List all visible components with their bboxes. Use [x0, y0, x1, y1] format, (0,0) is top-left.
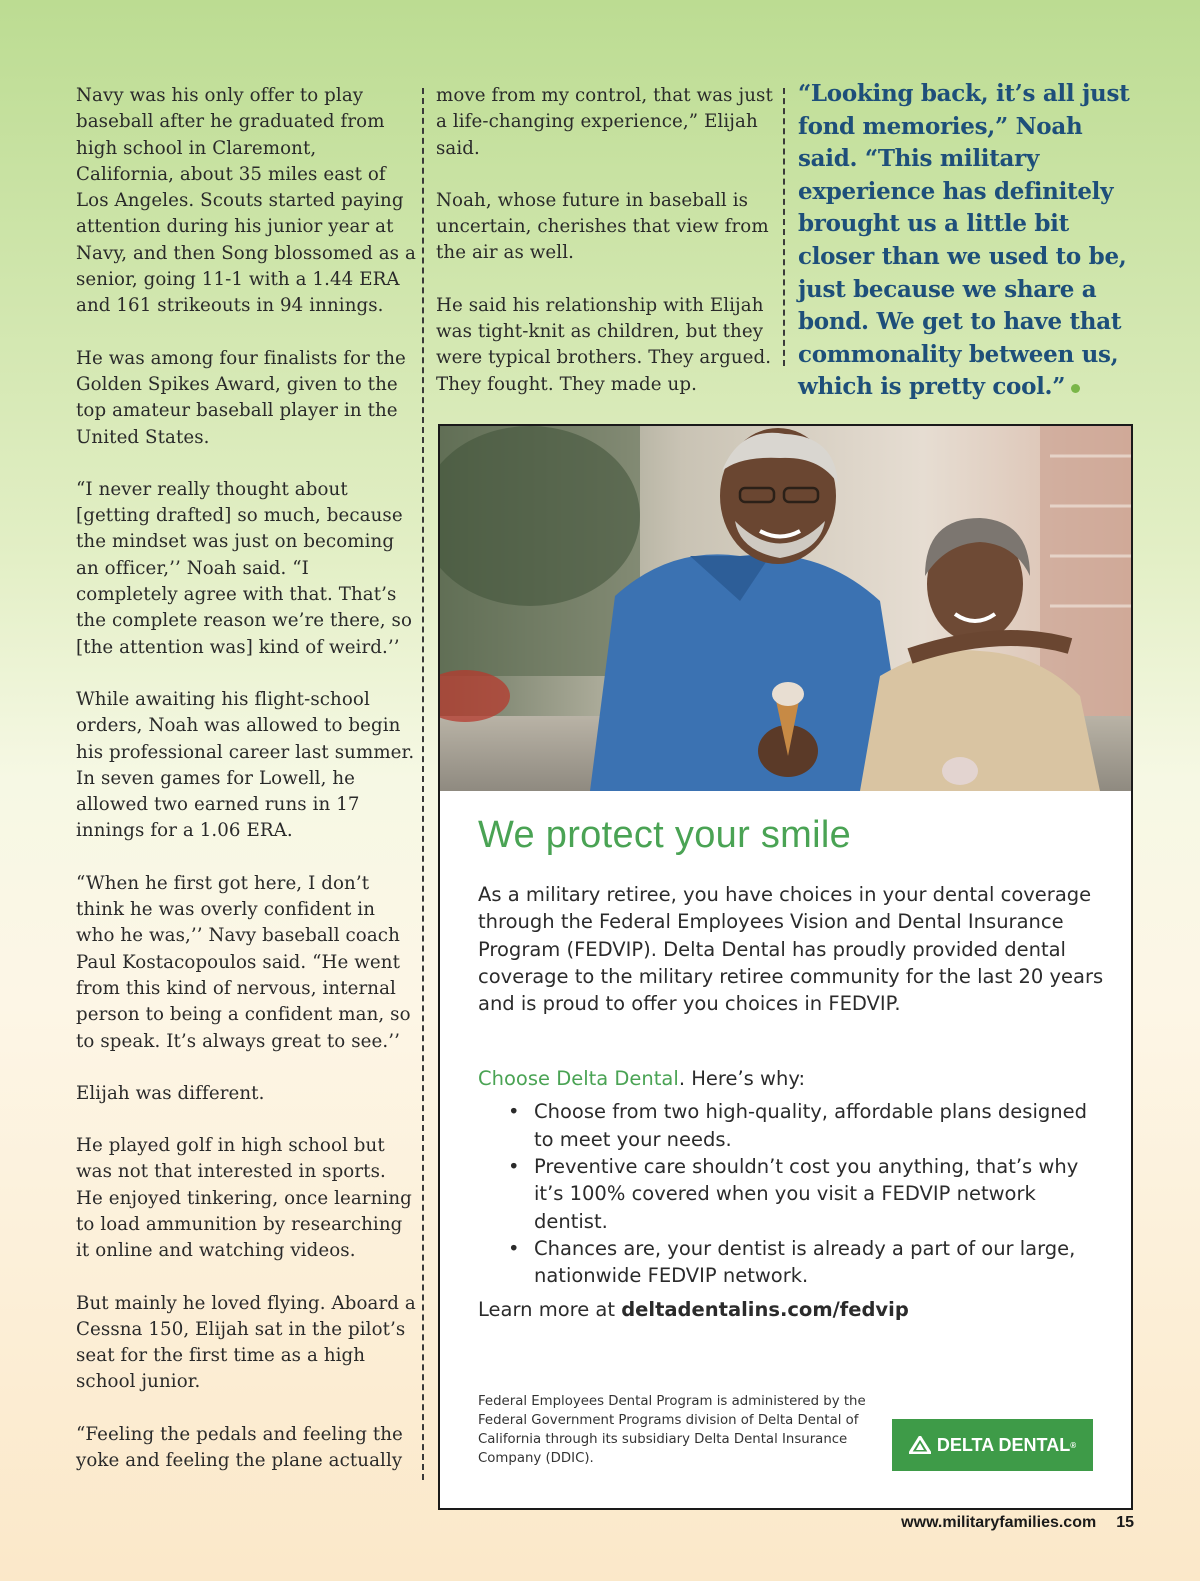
- article-paragraph: “Feeling the pedals and feeling the yoke and feeling the plane actually: [76, 1423, 403, 1472]
- end-mark-dot-icon: [1071, 384, 1080, 393]
- ad-photo-couple: [440, 426, 1131, 791]
- page-number: 15: [1116, 1514, 1134, 1531]
- article-paragraph: But mainly he loved flying. Aboard a Cessna 150, Elijah sat in the pilot’s seat for the first time as a high school junior.: [76, 1292, 416, 1393]
- article-paragraph: Navy was his only offer to play baseball after he graduated from high school in Claremont, California, about 35 miles east of Los Angeles. Scouts started paying attention during his junior year at Navy, and then Song blossomed as a senior, going 11-1 with a 1.44 ERA and 161 strikeouts in 94 innings.: [76, 85, 416, 317]
- article-left-column: [76, 83, 416, 1500]
- page-footer: [901, 1514, 1134, 1532]
- delta-triangle-icon: [909, 1436, 931, 1454]
- ad-body: [478, 806, 1108, 1321]
- ad-why-highlight: Choose Delta Dental: [478, 1067, 679, 1091]
- article-paragraph: “When he first got here, I don’t think he was overly confident in who he was,’’ Navy baseball coach Paul Kostacopoulos said. “He went from this kind of nervous, internal person to being a confident man, so to speak. It’s always great to see.’’: [76, 872, 411, 1052]
- article-paragraph: move from my control, that was just a life-changing experience,” Elijah said.: [436, 85, 773, 159]
- article-paragraph: Elijah was different.: [76, 1082, 265, 1104]
- delta-dental-logo: [892, 1419, 1093, 1471]
- ad-why-line: [478, 1067, 1108, 1090]
- pull-quote: [798, 78, 1148, 404]
- ad-why-rest: . Here’s why:: [678, 1067, 806, 1091]
- article-paragraph: He said his relationship with Elijah was tight-knit as children, but they were typical brothers. They argued. They fought. They made up.: [436, 294, 772, 395]
- column-divider: [783, 88, 785, 366]
- article-paragraph: Noah, whose future in baseball is uncertain, cherishes that view from the air as well.: [436, 189, 769, 264]
- ad-learn-more: [478, 1298, 1108, 1321]
- delta-dental-ad: [438, 424, 1133, 1510]
- ad-learn-prefix: Learn more at: [478, 1297, 622, 1321]
- article-paragraph: While awaiting his flight-school orders, Noah was allowed to begin his professional career last summer. In seven games for Lowell, he allowed two earned runs in 17 innings for a 1.06 ERA.: [76, 688, 415, 842]
- ad-intro: As a military retiree, you have choices in your dental coverage through the Federal Employees Vision and Dental Insurance Program (FEDVIP). Delta Dental has proudly provided dental coverage to the military retiree community for the last 20 years and is proud to offer you choices in FEDVIP.: [478, 883, 1104, 1016]
- column-divider: [422, 88, 424, 1480]
- article-middle-column: [436, 83, 776, 424]
- logo-trademark: ®: [1070, 1440, 1077, 1450]
- ad-fine-print: Federal Employees Dental Program is administered by the Federal Government Programs division of Delta Dental of California through its subsidiary Delta Dental Insurance Company (DDIC).: [478, 1394, 866, 1466]
- pull-quote-text: “Looking back, it’s all just fond memories,” Noah said. “This military experience has definitely brought us a little bit closer than we used to be, just because we share a bond. We get to have that commonality between us, which is pretty cool.”: [798, 80, 1130, 401]
- list-item: • Preventive care shouldn’t cost you anything, that’s why it’s 100% covered when you visit a FEDVIP network dentist.: [508, 1153, 1108, 1235]
- ad-title: We protect your smile: [478, 814, 852, 856]
- list-item: • Chances are, your dentist is already a part of our large, nationwide FEDVIP network.: [508, 1235, 1108, 1290]
- article-paragraph: He was among four finalists for the Golden Spikes Award, given to the top amateur baseball player in the United States.: [76, 347, 406, 448]
- list-item: • Choose from two high-quality, affordable plans designed to meet your needs.: [508, 1098, 1108, 1153]
- ad-benefits-list: [508, 1098, 1108, 1289]
- logo-text: DELTA DENTAL: [936, 1434, 1071, 1455]
- ad-website-link[interactable]: deltadentalins.com/fedvip: [621, 1297, 909, 1321]
- footer-website[interactable]: www.militaryfamilies.com: [901, 1514, 1097, 1531]
- article-paragraph: “I never really thought about [getting drafted] so much, because the mindset was just on becoming an officer,’’ Noah said. “I completely agree with that. That’s the complete reason we’re there, so [the attention was] kind of weird.’’: [76, 478, 413, 658]
- article-paragraph: He played golf in high school but was not that interested in sports. He enjoyed tinkering, once learning to load ammunition by researching it online and watching videos.: [76, 1135, 412, 1262]
